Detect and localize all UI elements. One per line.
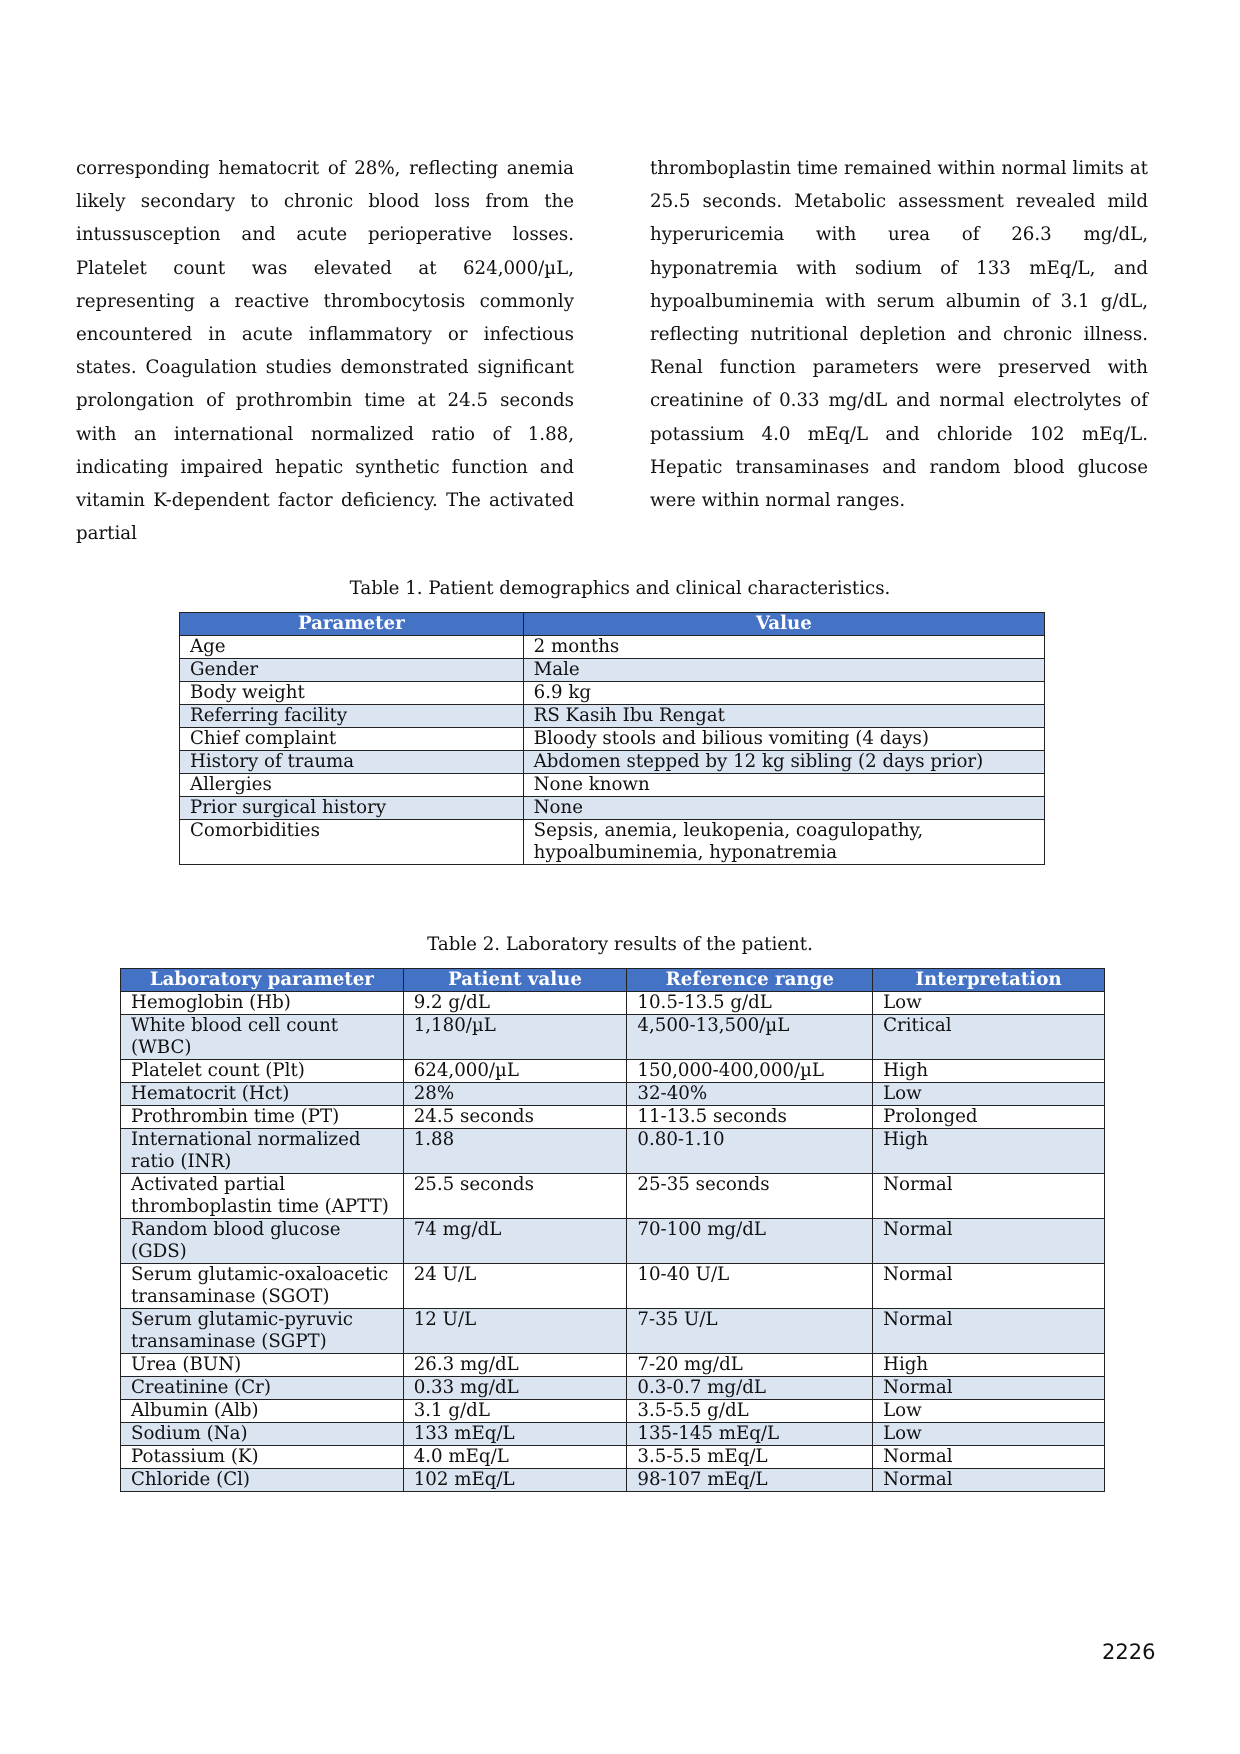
table-cell: Low (873, 992, 1105, 1015)
table-row (121, 1309, 1105, 1354)
table-row (121, 1354, 1105, 1377)
table-row (180, 774, 1045, 797)
table-cell: Normal (873, 1219, 1105, 1264)
table-cell: Serum glutamic-oxaloacetic transaminase (SGOT) (121, 1264, 404, 1309)
table-row (180, 682, 1045, 705)
table-cell: 135-145 mEq/L (627, 1423, 873, 1446)
table-cell: 11-13.5 seconds (627, 1106, 873, 1129)
table-cell: 6.9 kg (523, 682, 1044, 705)
body-text-left-column: corresponding hematocrit of 28%, reflecting anemia likely secondary to chronic blood loss from the intussusception and acute perioperative losses. Platelet count was elevated at 624,000/µL, representing a reactive thrombocytosis commonly encountered in acute inflammatory or infectious states. Coagulation studies demonstrated significant prolongation of prothrombin time at 24.5 seconds with an international normalized ratio of 1.88, indicating impaired hepatic synthetic function and vitamin K-dependent factor deficiency. The activated partial (76, 158, 574, 545)
table-cell: High (873, 1060, 1105, 1083)
column-header: Parameter (180, 613, 524, 636)
table-cell: RS Kasih Ibu Rengat (523, 705, 1044, 728)
table-cell: Normal (873, 1446, 1105, 1469)
column-header: Value (523, 613, 1044, 636)
table-row (121, 1446, 1105, 1469)
laboratory-results-table (120, 968, 1105, 1492)
table-cell: 10.5-13.5 g/dL (627, 992, 873, 1015)
table-cell: Age (180, 636, 524, 659)
table-cell: 24 U/L (403, 1264, 627, 1309)
table-row (180, 636, 1045, 659)
table-cell: 0.80-1.10 (627, 1129, 873, 1174)
table-cell: Albumin (Alb) (121, 1400, 404, 1423)
table-cell: Normal (873, 1264, 1105, 1309)
table-cell: 7-20 mg/dL (627, 1354, 873, 1377)
table-cell: 0.33 mg/dL (403, 1377, 627, 1400)
table-cell: Sepsis, anemia, leukopenia, coagulopathy, hypoalbuminemia, hyponatremia (523, 820, 1044, 865)
table-row (121, 1060, 1105, 1083)
table-cell: Allergies (180, 774, 524, 797)
column-header: Interpretation (873, 969, 1105, 992)
table-cell: 10-40 U/L (627, 1264, 873, 1309)
table-row (121, 1423, 1105, 1446)
table-row (180, 751, 1045, 774)
table-cell: 102 mEq/L (403, 1469, 627, 1492)
column-header: Reference range (627, 969, 873, 992)
table-cell: 98-107 mEq/L (627, 1469, 873, 1492)
table-cell: 0.3-0.7 mg/dL (627, 1377, 873, 1400)
table-cell: None (523, 797, 1044, 820)
table-row (121, 1469, 1105, 1492)
table-cell: Low (873, 1423, 1105, 1446)
table-cell: Hemoglobin (Hb) (121, 992, 404, 1015)
table-cell: High (873, 1129, 1105, 1174)
table-row (121, 992, 1105, 1015)
table-cell: Abdomen stepped by 12 kg sibling (2 days prior) (523, 751, 1044, 774)
table-cell: Creatinine (Cr) (121, 1377, 404, 1400)
table-cell: 133 mEq/L (403, 1423, 627, 1446)
table-cell: 26.3 mg/dL (403, 1354, 627, 1377)
table-cell: White blood cell count (WBC) (121, 1015, 404, 1060)
body-text-right-column: thromboplastin time remained within normal limits at 25.5 seconds. Metabolic assessment revealed mild hyperuricemia with urea of 26.3 mg/dL, hyponatremia with sodium of 133 mEq/L, and hypoalbuminemia with serum albumin of 3.1 g/dL, reflecting nutritional depletion and chronic illness. Renal function parameters were preserved with creatinine of 0.33 mg/dL and normal electrolytes of potassium 4.0 mEq/L and chloride 102 mEq/L. Hepatic transaminases and random blood glucose were within normal ranges. (650, 158, 1148, 512)
table-cell: 2 months (523, 636, 1044, 659)
table-row (121, 1129, 1105, 1174)
table-row (121, 1174, 1105, 1219)
table-cell: Potassium (K) (121, 1446, 404, 1469)
table-cell: 25-35 seconds (627, 1174, 873, 1219)
table-cell: History of trauma (180, 751, 524, 774)
table-row (121, 1377, 1105, 1400)
table-cell: 1,180/µL (403, 1015, 627, 1060)
table-cell: Prothrombin time (PT) (121, 1106, 404, 1129)
table-cell: 25.5 seconds (403, 1174, 627, 1219)
table-cell: None known (523, 774, 1044, 797)
table-cell: 1.88 (403, 1129, 627, 1174)
table-cell: 4,500-13,500/µL (627, 1015, 873, 1060)
demographics-table-body (180, 636, 1045, 865)
table-cell: Platelet count (Plt) (121, 1060, 404, 1083)
table-cell: Prior surgical history (180, 797, 524, 820)
table-cell: International normalized ratio (INR) (121, 1129, 404, 1174)
table-cell: 12 U/L (403, 1309, 627, 1354)
table-cell: Normal (873, 1377, 1105, 1400)
table-row (180, 797, 1045, 820)
table-cell: 3.5-5.5 g/dL (627, 1400, 873, 1423)
table-row (121, 1106, 1105, 1129)
table-row (180, 728, 1045, 751)
table-cell: Prolonged (873, 1106, 1105, 1129)
table-cell: 24.5 seconds (403, 1106, 627, 1129)
table-row (121, 1219, 1105, 1264)
table-cell: Urea (BUN) (121, 1354, 404, 1377)
table-row (121, 1015, 1105, 1060)
column-header: Patient value (403, 969, 627, 992)
table-cell: 624,000/µL (403, 1060, 627, 1083)
table-row (121, 1400, 1105, 1423)
table-cell: Critical (873, 1015, 1105, 1060)
table-cell: 9.2 g/dL (403, 992, 627, 1015)
table-row (180, 820, 1045, 865)
table-cell: Referring facility (180, 705, 524, 728)
table-cell: Chloride (Cl) (121, 1469, 404, 1492)
table-row (121, 1083, 1105, 1106)
table-cell: Chief complaint (180, 728, 524, 751)
table-cell: 28% (403, 1083, 627, 1106)
table-cell: Low (873, 1083, 1105, 1106)
table-cell: Gender (180, 659, 524, 682)
table1-caption: Table 1. Patient demographics and clinical characteristics. (349, 578, 891, 599)
table-cell: High (873, 1354, 1105, 1377)
table-cell: Body weight (180, 682, 524, 705)
table-cell: Male (523, 659, 1044, 682)
table-header-row (180, 613, 1045, 636)
table2-caption: Table 2. Laboratory results of the patient. (427, 934, 813, 955)
table-cell: Normal (873, 1469, 1105, 1492)
table-cell: Normal (873, 1309, 1105, 1354)
page-number: 2226 (1102, 1640, 1156, 1664)
column-header: Laboratory parameter (121, 969, 404, 992)
table-cell: Normal (873, 1174, 1105, 1219)
table-header-row (121, 969, 1105, 992)
table-row (121, 1264, 1105, 1309)
laboratory-results-table-body (121, 992, 1105, 1492)
table-cell: 3.1 g/dL (403, 1400, 627, 1423)
table-cell: Low (873, 1400, 1105, 1423)
table-cell: Sodium (Na) (121, 1423, 404, 1446)
table-cell: 4.0 mEq/L (403, 1446, 627, 1469)
table-cell: Comorbidities (180, 820, 524, 865)
table-row (180, 659, 1045, 682)
table-cell: 7-35 U/L (627, 1309, 873, 1354)
table-cell: Bloody stools and bilious vomiting (4 days) (523, 728, 1044, 751)
table-row (180, 705, 1045, 728)
table-cell: 74 mg/dL (403, 1219, 627, 1264)
table-cell: 70-100 mg/dL (627, 1219, 873, 1264)
table-cell: Serum glutamic-pyruvic transaminase (SGPT) (121, 1309, 404, 1354)
table-cell: 32-40% (627, 1083, 873, 1106)
table-cell: Activated partial thromboplastin time (APTT) (121, 1174, 404, 1219)
demographics-table (179, 612, 1045, 865)
table-cell: 150,000-400,000/µL (627, 1060, 873, 1083)
table-cell: 3.5-5.5 mEq/L (627, 1446, 873, 1469)
table-cell: Hematocrit (Hct) (121, 1083, 404, 1106)
table-cell: Random blood glucose (GDS) (121, 1219, 404, 1264)
